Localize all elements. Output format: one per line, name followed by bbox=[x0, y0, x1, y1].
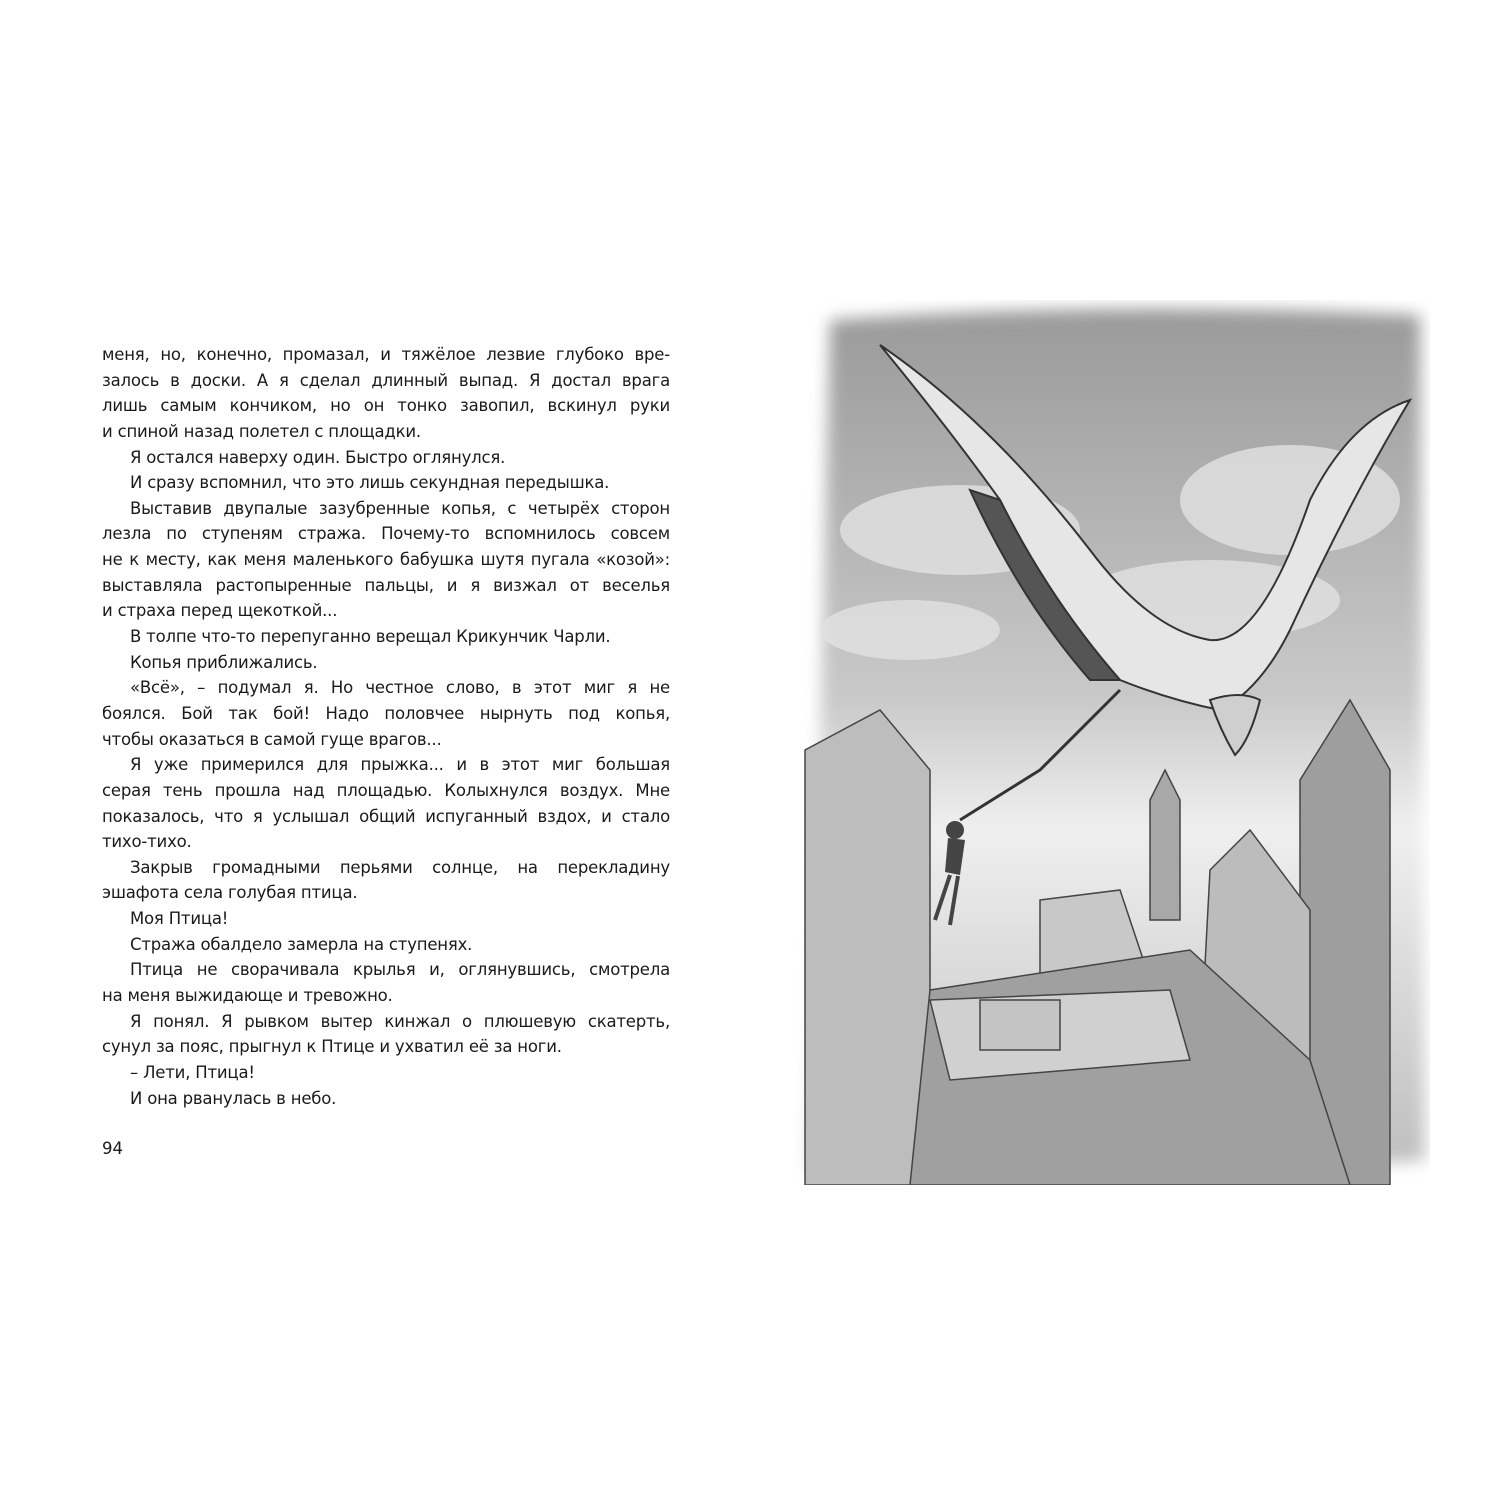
page-number: 94 bbox=[102, 1139, 123, 1158]
text-line: эшафота села голубая птица. bbox=[102, 883, 358, 903]
text-line: лишь самым кончиком, но он тонко завопил, вскинул руки bbox=[102, 396, 670, 416]
text-line: Я понял. Я рывком вытер кинжал о плюшевую скатерть, bbox=[130, 1011, 670, 1031]
text-line: меня, но, конечно, промазал, и тяжёлое лезвие глубоко вре- bbox=[102, 345, 670, 364]
text-line: Стража обалдело замерла на ступенях. bbox=[130, 934, 473, 954]
text-line: сунул за пояс, прыгнул к Птице и ухватил её за ноги. bbox=[102, 1037, 562, 1057]
text-line: боялся. Бой так бой! Надо половчее нырнуть под копья, bbox=[102, 703, 670, 723]
text-line: В толпе что-то перепуганно верещал Крикунчик Чарли. bbox=[130, 627, 611, 647]
body-text bbox=[102, 342, 670, 1111]
text-line: – Лети, Птица! bbox=[130, 1062, 255, 1082]
text-line: Выставив двупалые зазубренные копья, с четырёх сторон bbox=[130, 498, 670, 518]
text-line: выставляла растопыренные пальцы, и я визжал от веселья bbox=[102, 575, 670, 595]
text-line: Моя Птица! bbox=[130, 909, 229, 929]
text-line: Закрыв громадными перьями солнце, на перекладину bbox=[130, 857, 670, 877]
text-line: показалось, что я услышал общий испуганный вздох, и стало bbox=[102, 806, 670, 826]
text-line: Я остался наверху один. Быстро оглянулся. bbox=[130, 447, 506, 467]
text-line: на меня выжидающе и тревожно. bbox=[102, 986, 393, 1006]
text-line: залось в доски. А я сделал длинный выпад. Я достал врага bbox=[102, 370, 670, 390]
text-line: Копья приближались. bbox=[130, 652, 318, 672]
text-line: «Всё», – подумал я. Но честное слово, в этот миг я не bbox=[130, 678, 670, 698]
text-line: и страха перед щекоткой... bbox=[102, 601, 338, 621]
text-line: И она рванулась в небо. bbox=[130, 1088, 337, 1108]
text-line: тихо-тихо. bbox=[102, 832, 192, 852]
illustration-bird-over-town bbox=[790, 300, 1430, 1185]
text-line: серая тень прошла над площадью. Колыхнулся воздух. Мне bbox=[102, 780, 670, 800]
text-line: чтобы оказаться в самой гуще врагов... bbox=[102, 729, 442, 749]
text-line: не к месту, как меня маленького бабушка шутя пугала «козой»: bbox=[102, 550, 670, 570]
text-line: Я уже примерился для прыжка... и в этот миг большая bbox=[130, 755, 670, 775]
text-line: и спиной назад полетел с площадки. bbox=[102, 421, 421, 441]
text-line: лезла по ступеням стража. Почему-то вспомнилось совсем bbox=[102, 524, 670, 544]
text-line: И сразу вспомнил, что это лишь секундная передышка. bbox=[130, 473, 610, 493]
text-line: Птица не сворачивала крылья и, оглянувшись, смотрела bbox=[130, 960, 670, 980]
